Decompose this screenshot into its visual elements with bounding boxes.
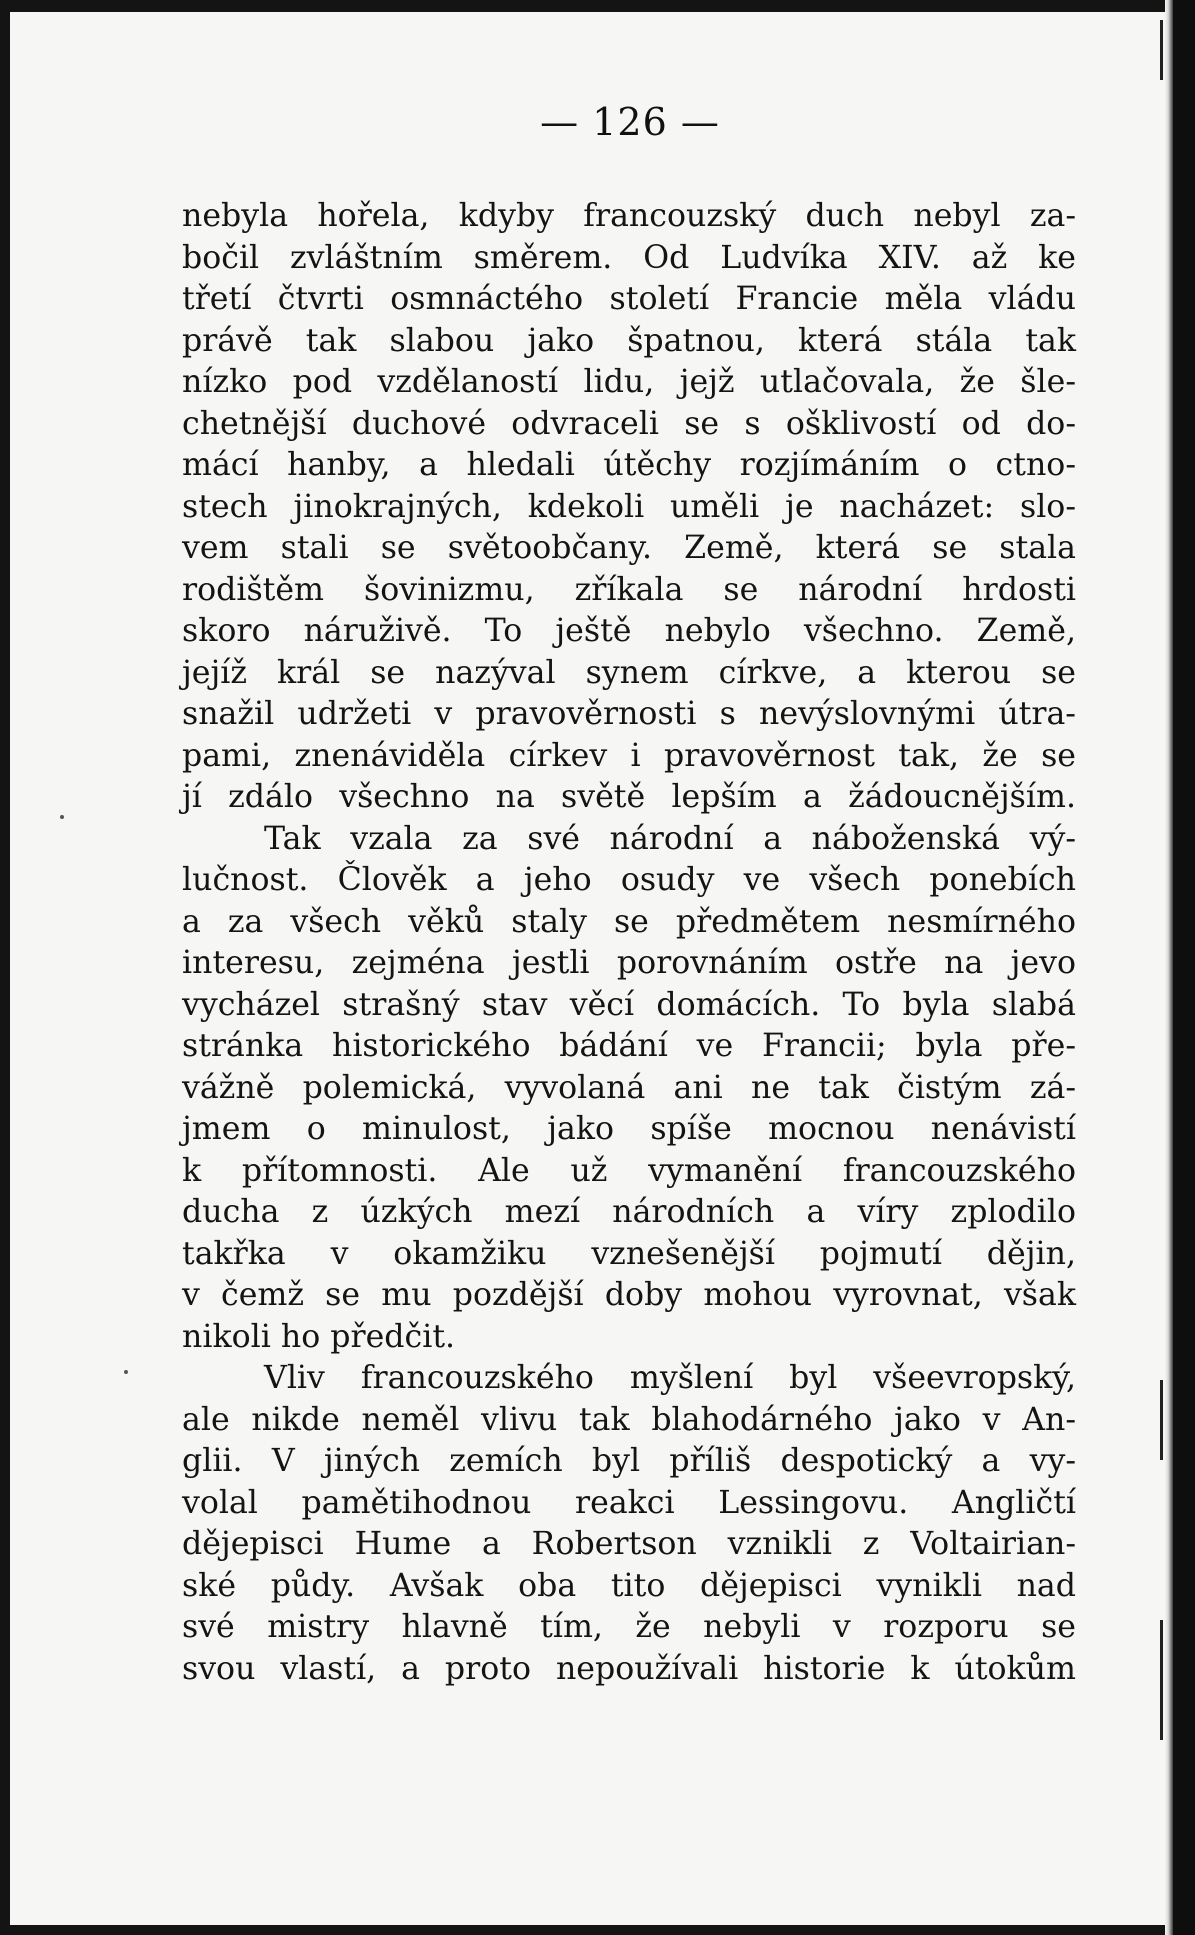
text-line: pami, znenáviděla církev i pravověrnost tak, že se xyxy=(182,737,1076,774)
text-line: ale nikde neměl vlivu tak blahodárného jako v An- xyxy=(182,1401,1076,1438)
scan-edge-left xyxy=(0,0,10,1935)
text-line: a za všech věků staly se předmětem nesmírného xyxy=(182,903,1076,940)
gutter-mark xyxy=(1160,20,1163,80)
text-line: chetnější duchové odvraceli se s ošklivostí od do- xyxy=(182,405,1076,442)
paragraph-start-line: Vliv francouzského myšlení byl všeevropský, xyxy=(264,1360,1076,1396)
gutter-mark xyxy=(1160,1620,1163,1740)
text-line: jmem o minulost, jako spíše mocnou nenávistí xyxy=(182,1111,1076,1147)
text-line: dějepisci Hume a Robertson vznikli z Voltairian- xyxy=(182,1526,1076,1562)
text-line: bočil zvláštním směrem. Od Ludvíka XIV. až ke xyxy=(182,239,1076,276)
text-line: k přítomnosti. Ale už vymanění francouzského xyxy=(182,1152,1076,1189)
text-line: lučnost. Člověk a jeho osudy ve všech ponebích xyxy=(182,862,1076,898)
body-text xyxy=(182,196,1076,1690)
scan-speck xyxy=(124,1370,128,1374)
scan-speck xyxy=(60,815,64,819)
text-line: nízko pod vzdělaností lidu, jejž utlačovala, že šle- xyxy=(182,364,1076,400)
scan-edge-right xyxy=(1173,0,1195,1935)
text-line: mácí hanby, a hledali útěchy rozjímáním o ctno- xyxy=(182,447,1076,483)
text-line: v čemž se mu pozdější doby mohou vyrovnat, však xyxy=(182,1277,1076,1313)
page-gutter-shadow xyxy=(1165,0,1173,1935)
text-line: vycházel strašný stav věcí domácích. To byla slabá xyxy=(182,986,1076,1023)
text-line: svou vlastí, a proto nepoužívali historie k útokům xyxy=(182,1650,1076,1687)
text-line: stránka historického bádání ve Francii; byla pře- xyxy=(182,1028,1076,1064)
text-line: vážně polemická, vyvolaná ani ne tak čistým zá- xyxy=(182,1069,1076,1106)
text-line: právě tak slabou jako špatnou, která stála tak xyxy=(182,322,1076,359)
text-line: ské půdy. Avšak oba tito dějepisci vynikli nad xyxy=(182,1567,1076,1604)
text-line: stech jinokrajných, kdekoli uměli je nacházet: slo- xyxy=(182,488,1076,525)
text-line: volal pamětihodnou reakci Lessingovu. Angličtí xyxy=(182,1484,1076,1521)
page-number: — 126 — xyxy=(540,100,720,144)
text-line: glii. V jiných zemích byl příliš despotický a vy- xyxy=(182,1443,1076,1479)
text-line: vem stali se světoobčany. Země, která se stala xyxy=(182,530,1076,566)
paragraph-start-line: Tak vzala za své národní a náboženská vý- xyxy=(264,820,1076,857)
text-line: skoro náruživě. To ještě nebylo všechno. Země, xyxy=(182,613,1076,649)
text-line: ducha z úzkých mezí národních a víry zplodilo xyxy=(182,1194,1076,1230)
text-line: nebyla hořela, kdyby francouzský duch nebyl za- xyxy=(182,198,1076,234)
text-line: takřka v okamžiku vznešenější pojmutí dějin, xyxy=(182,1235,1076,1272)
text-line: rodištěm šovinizmu, zříkala se národní hrdosti xyxy=(182,571,1076,608)
scan-edge-top xyxy=(0,0,1195,12)
scan-edge-bottom xyxy=(0,1925,1195,1935)
text-line: třetí čtvrti osmnáctého století Francie měla vládu xyxy=(182,281,1076,317)
text-line: jí zdálo všechno na světě lepším a žádoucnějším. xyxy=(182,779,1076,815)
gutter-mark xyxy=(1160,1380,1163,1460)
text-line: interesu, zejména jestli porovnáním ostře na jevo xyxy=(182,945,1076,981)
text-line: své mistry hlavně tím, že nebyli v rozporu se xyxy=(182,1609,1076,1645)
text-line: jejíž král se nazýval synem církve, a kterou se xyxy=(182,654,1076,691)
text-line: snažil udržeti v pravověrnosti s nevýslovnými útra- xyxy=(182,696,1076,732)
paragraph-end-line: nikoli ho předčit. xyxy=(182,1318,456,1355)
